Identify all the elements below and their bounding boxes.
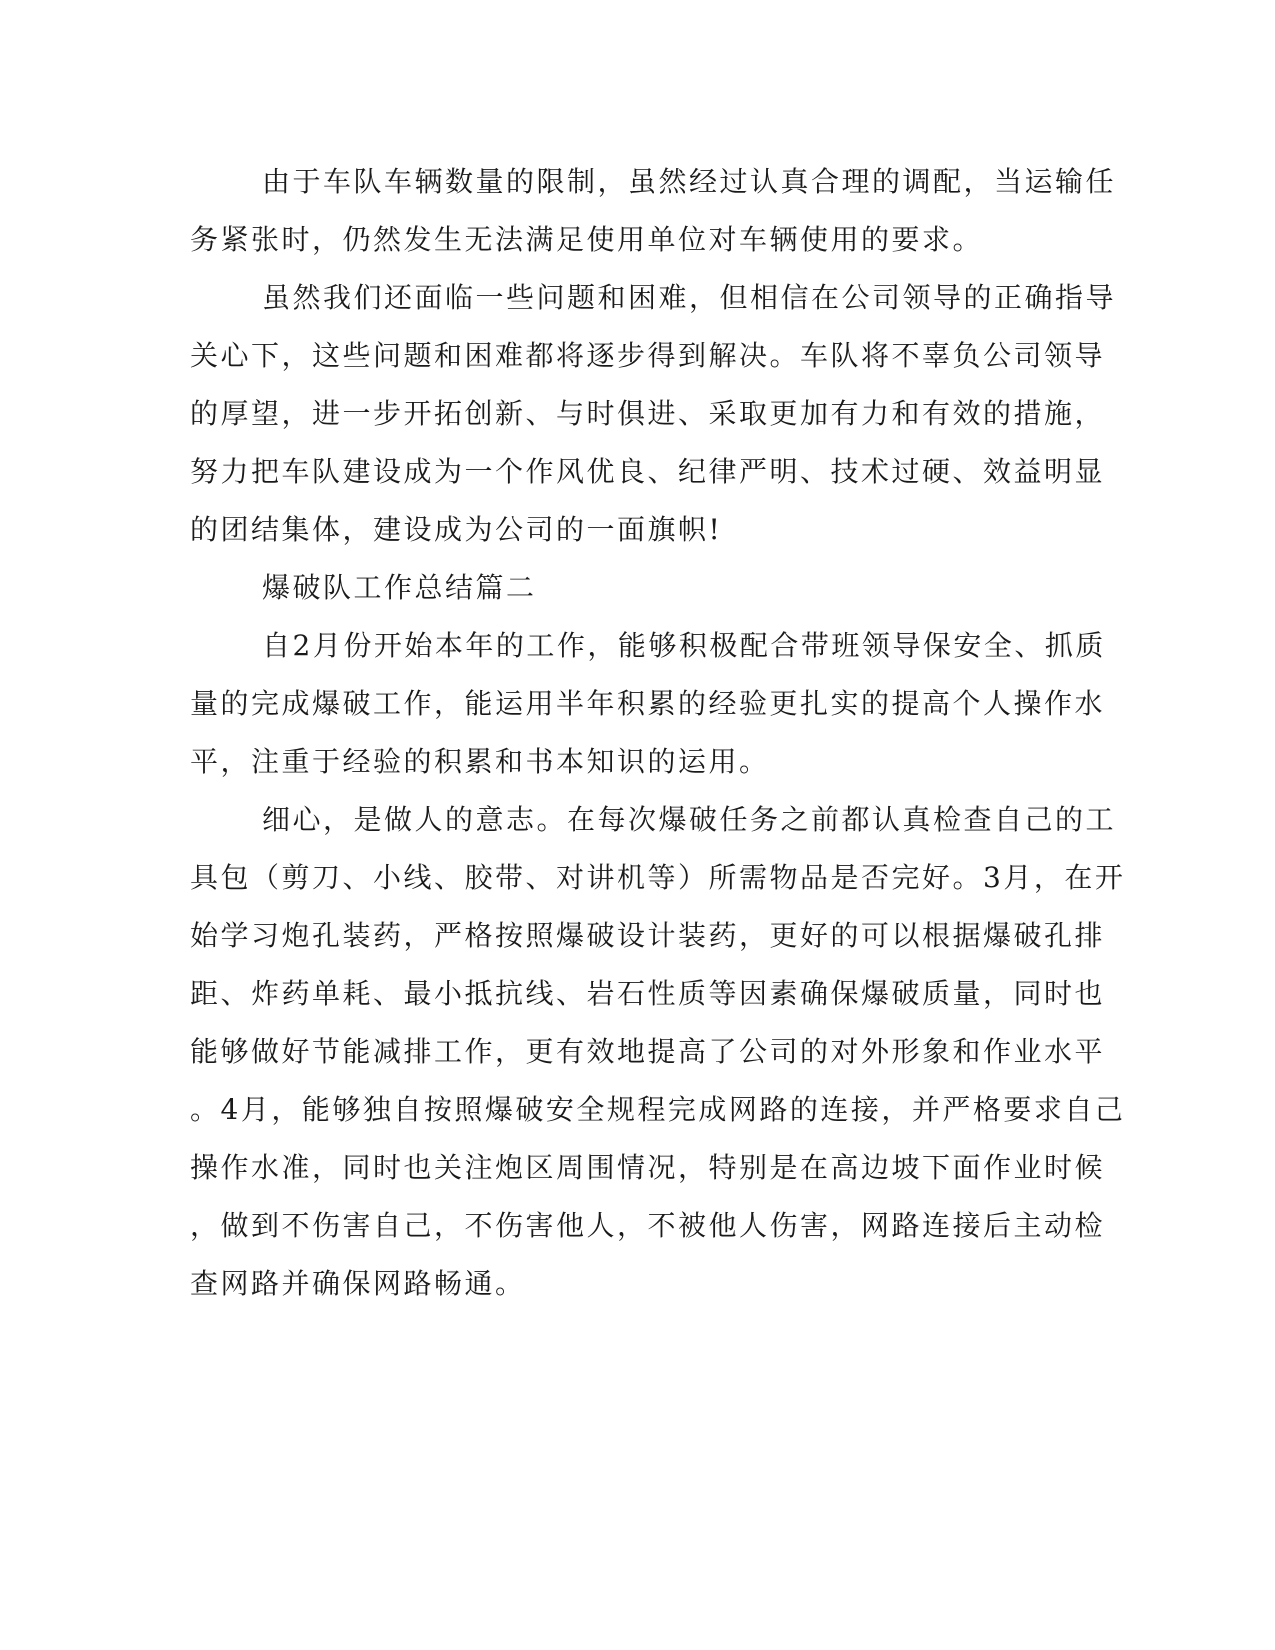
paragraph-line: 距、炸药单耗、最小抵抗线、岩石性质等因素确保爆破质量，同时也	[190, 977, 1106, 1010]
paragraph-line: 务紧张时，仍然发生无法满足使用单位对车辆使用的要求。	[190, 223, 984, 256]
paragraph-line: 关心下，这些问题和困难都将逐步得到解决。车队将不辜负公司领导	[190, 339, 1106, 372]
paragraph-line: 自2月份开始本年的工作，能够积极配合带班领导保安全、抓质	[262, 629, 1106, 662]
section-heading: 爆破队工作总结篇二	[262, 571, 537, 604]
paragraph-line: 具包（剪刀、小线、胶带、对讲机等）所需物品是否完好。3月，在开	[190, 861, 1126, 894]
paragraph-line: 的厚望，进一步开拓创新、与时俱进、采取更加有力和有效的措施，	[190, 397, 1106, 430]
paragraph-line: 。4月，能够独自按照爆破安全规程完成网路的连接，并严格要求自己	[190, 1093, 1126, 1126]
paragraph-line: ，做到不伤害自己，不伤害他人，不被他人伤害，网路连接后主动检	[190, 1209, 1106, 1242]
paragraph-line: 操作水准，同时也关注炮区周围情况，特别是在高边坡下面作业时候	[190, 1151, 1106, 1184]
paragraph-line: 能够做好节能减排工作，更有效地提高了公司的对外形象和作业水平	[190, 1035, 1106, 1068]
paragraph-line: 由于车队车辆数量的限制，虽然经过认真合理的调配，当运输任	[262, 165, 1117, 198]
paragraph-line: 量的完成爆破工作，能运用半年积累的经验更扎实的提高个人操作水	[190, 687, 1106, 720]
paragraph-line: 的团结集体，建设成为公司的一面旗帜!	[190, 513, 723, 546]
paragraph-line: 平，注重于经验的积累和书本知识的运用。	[190, 745, 770, 778]
paragraph-line: 查网路并确保网路畅通。	[190, 1267, 526, 1300]
paragraph-line: 始学习炮孔装药，严格按照爆破设计装药，更好的可以根据爆破孔排	[190, 919, 1106, 952]
paragraph-line: 细心，是做人的意志。在每次爆破任务之前都认真检查自己的工	[262, 803, 1117, 836]
paragraph-line: 努力把车队建设成为一个作风优良、纪律严明、技术过硬、效益明显	[190, 455, 1106, 488]
paragraph-line: 虽然我们还面临一些问题和困难，但相信在公司领导的正确指导	[262, 281, 1117, 314]
